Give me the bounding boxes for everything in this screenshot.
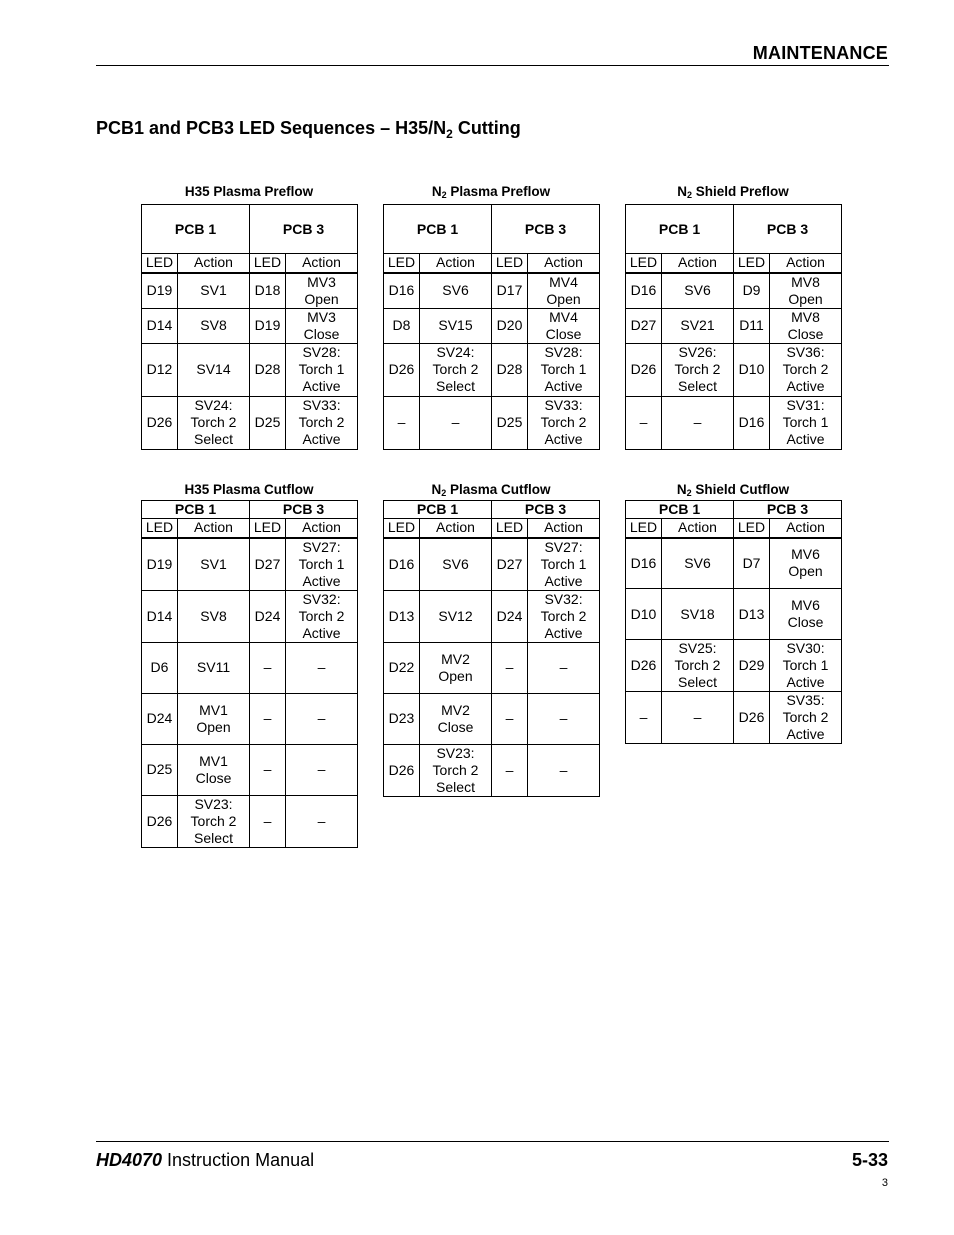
table-row (384, 744, 600, 796)
table-row (384, 308, 600, 343)
led-cell: – (492, 693, 528, 744)
action-cell: SV28: Torch 1 Active (528, 343, 600, 396)
action-cell: MV1 Open (178, 693, 250, 744)
action-cell: SV1 (178, 273, 250, 309)
action-cell: – (286, 642, 358, 693)
action-cell: SV23: Torch 2 Select (420, 744, 492, 796)
action-cell: SV8 (178, 308, 250, 343)
pcb-header-row (142, 501, 358, 519)
column-header-row (142, 519, 358, 538)
action-cell: SV32: Torch 2 Active (528, 590, 600, 642)
table-row (384, 693, 600, 744)
table-row (384, 538, 600, 591)
pcb3-header: PCB 3 (250, 501, 358, 519)
action-cell: SV24: Torch 2 Select (178, 396, 250, 449)
led-cell: D27 (250, 538, 286, 591)
led-cell: D26 (626, 343, 662, 396)
led-cell: D12 (142, 343, 178, 396)
header-divider (96, 65, 889, 66)
caption-text: N (677, 184, 687, 199)
action-cell: SV31: Torch 1 Active (770, 396, 842, 449)
action-cell: MV4 Close (528, 308, 600, 343)
caption-subscript: 2 (441, 190, 447, 200)
action-column-header: Action (662, 254, 734, 273)
led-table (383, 500, 600, 797)
led-cell: D24 (250, 590, 286, 642)
caption-suffix: Plasma Cutflow (446, 482, 551, 497)
led-cell: D24 (142, 693, 178, 744)
model-name: HD4070 (96, 1150, 163, 1170)
column-header-row (142, 254, 358, 273)
caption-subscript: 2 (441, 488, 447, 498)
action-column-header: Action (420, 254, 492, 273)
pcb-header-row (384, 501, 600, 519)
led-cell: D26 (626, 640, 662, 692)
action-column-header: Action (528, 519, 600, 538)
table-row (626, 589, 842, 640)
led-cell: D11 (734, 308, 770, 343)
led-column-header: LED (734, 519, 770, 538)
led-cell: D22 (384, 642, 420, 693)
table-row (626, 273, 842, 309)
table-caption (625, 184, 841, 200)
action-cell: SV35: Torch 2 Active (770, 692, 842, 744)
action-cell: MV1 Close (178, 744, 250, 795)
action-cell: MV6 Close (770, 589, 842, 640)
section-header: MAINTENANCE (752, 43, 888, 63)
led-cell: – (250, 642, 286, 693)
table-row (384, 343, 600, 396)
table-caption (141, 482, 357, 498)
action-column-header: Action (770, 519, 842, 538)
table-row (626, 343, 842, 396)
action-cell: – (528, 693, 600, 744)
led-cell: D27 (492, 538, 528, 591)
led-cell: D13 (384, 590, 420, 642)
led-cell: D18 (250, 273, 286, 309)
led-column-header: LED (142, 519, 178, 538)
pcb3-header: PCB 3 (492, 501, 600, 519)
led-cell: D26 (384, 744, 420, 796)
caption-text: N (431, 482, 442, 497)
action-cell: SV12 (420, 590, 492, 642)
pcb1-header: PCB 1 (626, 205, 734, 254)
led-column-header: LED (492, 519, 528, 538)
caption-subscript: 2 (686, 190, 692, 200)
caption-text: H35 Plasma Preflow (184, 184, 314, 199)
action-cell: SV33: Torch 2 Active (286, 396, 358, 449)
led-cell: – (384, 396, 420, 449)
column-header-row (626, 254, 842, 273)
led-cell: D16 (626, 538, 662, 589)
action-cell: – (528, 744, 600, 796)
led-cell: D14 (142, 308, 178, 343)
caption-text: N (431, 184, 442, 199)
table-caption (383, 184, 599, 200)
action-cell: SV15 (420, 308, 492, 343)
action-cell: – (286, 693, 358, 744)
led-cell: D26 (142, 795, 178, 847)
caption-text: H35 Plasma Cutflow (184, 482, 314, 497)
led-cell: D6 (142, 642, 178, 693)
led-cell: – (250, 795, 286, 847)
table-row (626, 396, 842, 449)
action-column-header: Action (178, 519, 250, 538)
pcb1-header: PCB 1 (384, 501, 492, 519)
led-cell: D26 (384, 343, 420, 396)
led-table (625, 500, 842, 744)
action-column-header: Action (662, 519, 734, 538)
table-row (142, 396, 358, 449)
action-cell: SV27: Torch 1 Active (286, 538, 358, 591)
action-cell: SV6 (662, 273, 734, 309)
led-cell: D26 (142, 396, 178, 449)
caption-suffix: Shield Preflow (691, 184, 789, 199)
pcb1-header: PCB 1 (626, 501, 734, 519)
page-title-main: PCB1 and PCB3 LED Sequences – H35/N (96, 118, 447, 138)
led-cell: D28 (250, 343, 286, 396)
action-cell: SV6 (420, 273, 492, 309)
action-cell: SV14 (178, 343, 250, 396)
action-cell: SV30: Torch 1 Active (770, 640, 842, 692)
table-row (142, 744, 358, 795)
table-row (142, 642, 358, 693)
action-column-header: Action (178, 254, 250, 273)
led-column-header: LED (142, 254, 178, 273)
pcb-header-row (142, 205, 358, 254)
led-cell: D25 (142, 744, 178, 795)
led-column-header: LED (734, 254, 770, 273)
column-header-row (626, 519, 842, 538)
table-row (142, 538, 358, 591)
action-cell: MV8 Open (770, 273, 842, 309)
led-cell: D26 (734, 692, 770, 744)
led-column-header: LED (384, 254, 420, 273)
table-row (626, 538, 842, 589)
column-header-row (384, 519, 600, 538)
led-cell: D20 (492, 308, 528, 343)
action-cell: MV2 Close (420, 693, 492, 744)
led-cell: D10 (626, 589, 662, 640)
table-row (142, 273, 358, 309)
table-row (384, 273, 600, 309)
led-cell: D19 (142, 273, 178, 309)
action-cell: SV26: Torch 2 Select (662, 343, 734, 396)
action-cell: SV33: Torch 2 Active (528, 396, 600, 449)
led-column-header: LED (250, 519, 286, 538)
page-title-suffix: Cutting (452, 118, 521, 138)
led-cell: D13 (734, 589, 770, 640)
table-row (626, 308, 842, 343)
led-cell: D17 (492, 273, 528, 309)
action-cell: SV32: Torch 2 Active (286, 590, 358, 642)
action-cell: MV8 Close (770, 308, 842, 343)
action-cell: SV18 (662, 589, 734, 640)
led-cell: – (492, 744, 528, 796)
action-cell: SV6 (662, 538, 734, 589)
table-caption (625, 482, 841, 498)
action-cell: – (528, 642, 600, 693)
led-table (141, 204, 358, 450)
pcb3-header: PCB 3 (734, 205, 842, 254)
led-column-header: LED (384, 519, 420, 538)
led-cell: D24 (492, 590, 528, 642)
led-cell: D8 (384, 308, 420, 343)
led-cell: – (250, 744, 286, 795)
footer-divider (96, 1141, 889, 1142)
table-caption (383, 482, 599, 498)
table-row (142, 308, 358, 343)
led-cell: D7 (734, 538, 770, 589)
table-row (384, 590, 600, 642)
led-cell: D23 (384, 693, 420, 744)
table-row (142, 590, 358, 642)
led-column-header: LED (626, 519, 662, 538)
action-cell: – (420, 396, 492, 449)
led-cell: – (492, 642, 528, 693)
table-row (626, 640, 842, 692)
pcb1-header: PCB 1 (142, 205, 250, 254)
action-cell: SV28: Torch 1 Active (286, 343, 358, 396)
led-column-header: LED (250, 254, 286, 273)
led-cell: D16 (384, 538, 420, 591)
action-cell: MV2 Open (420, 642, 492, 693)
table-row (384, 396, 600, 449)
pcb3-header: PCB 3 (734, 501, 842, 519)
table-caption (141, 184, 357, 200)
led-cell: D28 (492, 343, 528, 396)
pcb-header-row (384, 205, 600, 254)
led-cell: – (626, 692, 662, 744)
column-header-row (384, 254, 600, 273)
table-row (626, 692, 842, 744)
page-index: 3 (881, 1177, 888, 1189)
action-cell: SV8 (178, 590, 250, 642)
action-cell: SV21 (662, 308, 734, 343)
led-cell: D27 (626, 308, 662, 343)
led-cell: D25 (492, 396, 528, 449)
action-cell: – (662, 692, 734, 744)
action-column-header: Action (420, 519, 492, 538)
footer-manual-title (96, 1150, 314, 1171)
action-cell: SV25: Torch 2 Select (662, 640, 734, 692)
action-cell: SV1 (178, 538, 250, 591)
table-row (142, 343, 358, 396)
action-cell: SV24: Torch 2 Select (420, 343, 492, 396)
action-column-header: Action (286, 254, 358, 273)
caption-subscript: 2 (686, 488, 692, 498)
action-column-header: Action (528, 254, 600, 273)
page-number: 5-33 (851, 1150, 888, 1170)
table-row (142, 693, 358, 744)
led-cell: D16 (734, 396, 770, 449)
led-cell: – (626, 396, 662, 449)
action-cell: – (286, 795, 358, 847)
led-table (141, 500, 358, 848)
pcb3-header: PCB 3 (250, 205, 358, 254)
pcb3-header: PCB 3 (492, 205, 600, 254)
table-row (384, 642, 600, 693)
manual-label: Instruction Manual (162, 1150, 315, 1170)
caption-suffix: Plasma Preflow (446, 184, 551, 199)
action-cell: MV3 Open (286, 273, 358, 309)
action-cell: SV23: Torch 2 Select (178, 795, 250, 847)
page-title-subscript: 2 (446, 127, 453, 141)
led-cell: D16 (384, 273, 420, 309)
led-cell: D10 (734, 343, 770, 396)
page-title (96, 118, 521, 141)
action-column-header: Action (770, 254, 842, 273)
led-cell: D16 (626, 273, 662, 309)
action-cell: SV36: Torch 2 Active (770, 343, 842, 396)
led-table (383, 204, 600, 450)
action-column-header: Action (286, 519, 358, 538)
led-cell: D25 (250, 396, 286, 449)
action-cell: MV3 Close (286, 308, 358, 343)
pcb1-header: PCB 1 (142, 501, 250, 519)
led-cell: D29 (734, 640, 770, 692)
led-cell: D9 (734, 273, 770, 309)
action-cell: SV27: Torch 1 Active (528, 538, 600, 591)
action-cell: – (286, 744, 358, 795)
led-table (625, 204, 842, 450)
led-column-header: LED (492, 254, 528, 273)
pcb1-header: PCB 1 (384, 205, 492, 254)
action-cell: – (662, 396, 734, 449)
action-cell: SV6 (420, 538, 492, 591)
action-cell: SV11 (178, 642, 250, 693)
table-row (142, 795, 358, 847)
caption-text: N (676, 482, 687, 497)
action-cell: MV6 Open (770, 538, 842, 589)
pcb-header-row (626, 205, 842, 254)
led-cell: D19 (142, 538, 178, 591)
pcb-header-row (626, 501, 842, 519)
action-cell: MV4 Open (528, 273, 600, 309)
caption-suffix: Shield Cutflow (691, 482, 790, 497)
led-cell: D14 (142, 590, 178, 642)
led-cell: – (250, 693, 286, 744)
led-column-header: LED (626, 254, 662, 273)
led-cell: D19 (250, 308, 286, 343)
